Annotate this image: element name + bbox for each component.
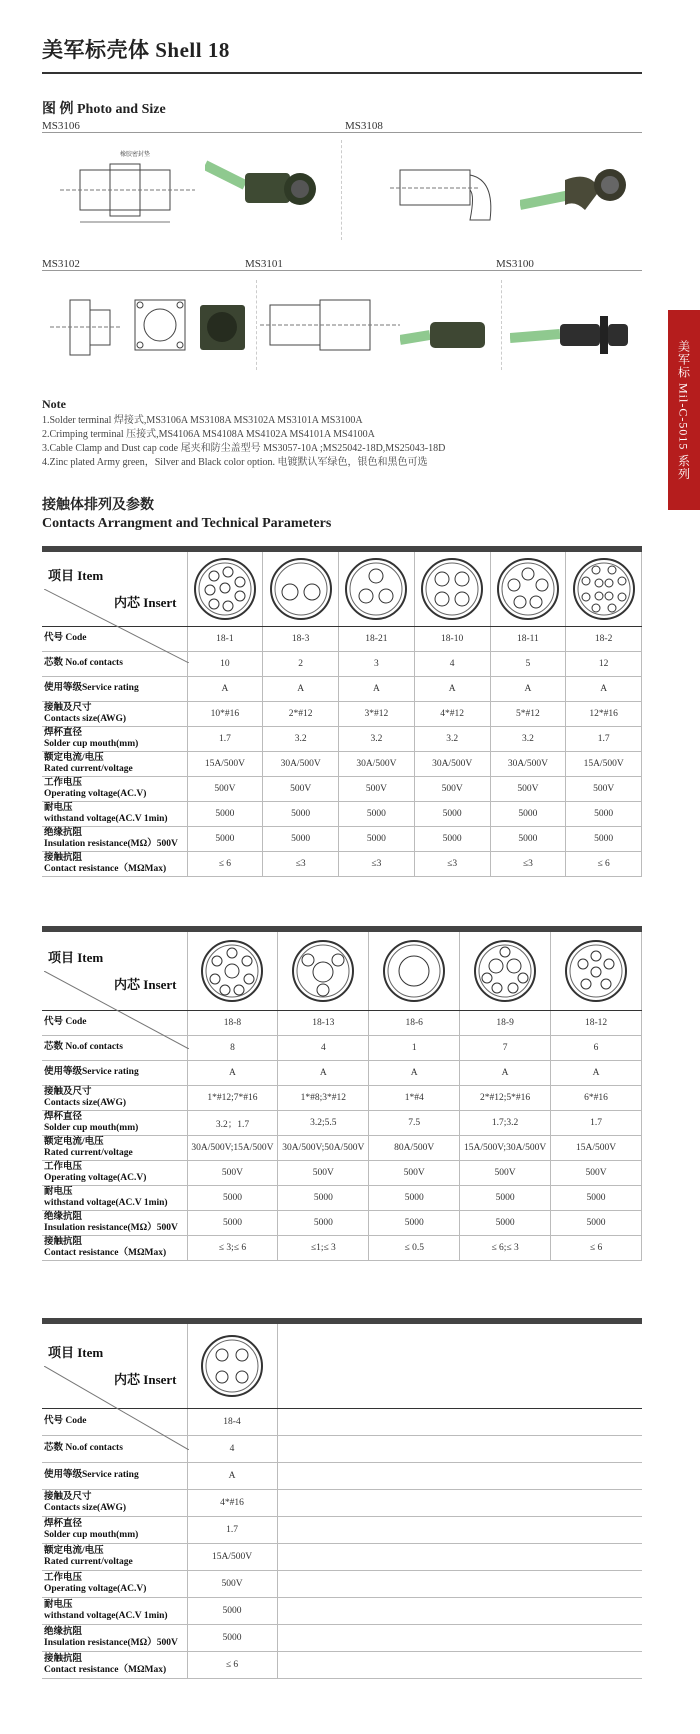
page-title: 美军标壳体 Shell 18 xyxy=(42,38,230,62)
insert-diagram-18-3 xyxy=(263,552,339,626)
table-cell: 30A/500V xyxy=(414,751,490,776)
row-label-size: 接触及尺寸 Contacts size(AWG) xyxy=(42,1489,187,1516)
table-cell: A xyxy=(369,1060,460,1085)
table-cell: 30A/500V xyxy=(490,751,566,776)
table-cell: 1.7 xyxy=(187,726,263,751)
ms3108-photo xyxy=(520,150,640,225)
table-cell: 500V xyxy=(490,776,566,801)
row-label-solder: 焊杯直径 Solder cup mouth(mm) xyxy=(42,726,187,751)
table-cell: 7 xyxy=(460,1035,551,1060)
table-cell: 5000 xyxy=(414,801,490,826)
row-label-code: 代号 Code xyxy=(42,626,187,651)
row-label-contact-res: 接触抗阻 Contact resistance（MΩMax) xyxy=(42,1651,187,1678)
table-cell: 4 xyxy=(414,651,490,676)
table-cell: 500V xyxy=(187,1160,278,1185)
insert-diagram-18-8 xyxy=(187,932,278,1010)
photo-row-divider-2 xyxy=(42,270,642,271)
row-label-contact-res: 接触抗阻 Contact resistance（MΩMax) xyxy=(42,1235,187,1260)
row-label-size: 接触及尺寸 Contacts size(AWG) xyxy=(42,701,187,726)
model-ms3100: MS3100 xyxy=(496,258,534,270)
row-label-service: 使用等级Service rating xyxy=(42,1462,187,1489)
table-cell: 3.2 xyxy=(339,726,415,751)
table-cell: ≤3 xyxy=(339,851,415,876)
row-label-operating: 工作电压 Operating voltage(AC.V) xyxy=(42,1160,187,1185)
row-label-withstand: 耐电压 withstand voltage(AC.V 1min) xyxy=(42,1185,187,1210)
ms3101-photo xyxy=(400,300,500,360)
table-cell: A xyxy=(339,676,415,701)
contacts-title-cn: 接触体排列及参数 xyxy=(42,498,154,513)
row-label-contacts: 芯数 No.of contacts xyxy=(42,1435,187,1462)
table-cell: 5000 xyxy=(551,1210,642,1235)
photo-divider-3 xyxy=(500,280,502,370)
table-cell: 5000 xyxy=(187,1597,277,1624)
gasket-label: 橡胶密封垫 xyxy=(120,152,151,158)
table-cell: 18-13 xyxy=(278,1010,369,1035)
table-cell: 5*#12 xyxy=(490,701,566,726)
table-cell: A xyxy=(490,676,566,701)
row-label-contacts: 芯数 No.of contacts xyxy=(42,1035,187,1060)
insert-diagram-18-21 xyxy=(339,552,415,626)
table-cell: 5000 xyxy=(187,801,263,826)
table-cell: 5000 xyxy=(278,1185,369,1210)
table-cell: A xyxy=(187,1060,278,1085)
note-title: Note xyxy=(42,397,66,411)
table-cell: A xyxy=(414,676,490,701)
table-cell: A xyxy=(551,1060,642,1085)
table-cell: ≤3 xyxy=(263,851,339,876)
contacts-table-3 xyxy=(42,1324,642,1679)
table-cell: 18-11 xyxy=(490,626,566,651)
table-cell: 3.2；1.7 xyxy=(187,1110,278,1135)
note-list xyxy=(42,414,602,470)
table-cell: 5000 xyxy=(566,801,642,826)
table-cell: ≤ 6;≤ 3 xyxy=(460,1235,551,1260)
header-insert: 内芯 Insert xyxy=(114,594,177,610)
model-ms3106: MS3106 xyxy=(42,120,80,132)
table-cell: 18-10 xyxy=(414,626,490,651)
note-line: 1.Solder terminal 焊接式,MS3106A MS3108A MS3102A MS3101A MS3100A xyxy=(42,415,363,426)
table-cell: 3 xyxy=(339,651,415,676)
table-cell: A xyxy=(460,1060,551,1085)
table-cell: 4*#12 xyxy=(414,701,490,726)
table-cell: 5000 xyxy=(187,826,263,851)
row-label-insulation: 绝缘抗阻 Insulation resistance(MΩ）500V xyxy=(42,1624,187,1651)
row-label-service: 使用等级Service rating xyxy=(42,676,187,701)
table-cell: 6*#16 xyxy=(551,1085,642,1110)
table-cell: 30A/500V;50A/500V xyxy=(278,1135,369,1160)
insert-diagram-18-2 xyxy=(566,552,642,626)
model-ms3102: MS3102 xyxy=(42,258,80,270)
table-cell: 500V xyxy=(187,1570,277,1597)
table-cell: 2*#12 xyxy=(263,701,339,726)
ms3102-drawing xyxy=(45,285,125,365)
table-cell: A xyxy=(187,676,263,701)
table-cell: 6 xyxy=(551,1035,642,1060)
model-ms3108: MS3108 xyxy=(345,120,383,132)
table-cell: 4*#16 xyxy=(187,1489,277,1516)
table-cell: ≤ 6 xyxy=(187,851,263,876)
table-header-diagonal xyxy=(42,932,187,1010)
table-cell: 12 xyxy=(566,651,642,676)
table-cell: 1 xyxy=(369,1035,460,1060)
table-cell: 500V xyxy=(278,1160,369,1185)
table-cell: 5000 xyxy=(278,1210,369,1235)
row-label-solder: 焊杯直径 Solder cup mouth(mm) xyxy=(42,1516,187,1543)
table-cell: 3.2 xyxy=(414,726,490,751)
table-cell: 12*#16 xyxy=(566,701,642,726)
row-label-withstand: 耐电压 withstand voltage(AC.V 1min) xyxy=(42,801,187,826)
contacts-title-en: Contacts Arrangment and Technical Parameters xyxy=(42,516,332,531)
table-cell: 5000 xyxy=(187,1210,278,1235)
row-label-insulation: 绝缘抗阻 Insulation resistance(MΩ）500V xyxy=(42,826,187,851)
row-label-withstand: 耐电压 withstand voltage(AC.V 1min) xyxy=(42,1597,187,1624)
title-divider xyxy=(42,72,642,74)
table-cell: 5000 xyxy=(551,1185,642,1210)
table-cell: 5000 xyxy=(566,826,642,851)
table-cell: ≤ 0.5 xyxy=(369,1235,460,1260)
table-cell: 5000 xyxy=(187,1185,278,1210)
ms3102-flange-drawing xyxy=(130,295,190,355)
table-cell: 5000 xyxy=(460,1185,551,1210)
table-cell: 18-21 xyxy=(339,626,415,651)
note-line: 3.Cable Clamp and Dust cap code 尾夹和防尘盖型号 MS3057-10A ;MS25042-18D,MS25043-18D xyxy=(42,443,446,454)
table-cell: 30A/500V;15A/500V xyxy=(187,1135,278,1160)
table-cell: 5000 xyxy=(369,1210,460,1235)
insert-diagram-18-11 xyxy=(490,552,566,626)
table-cell: ≤ 6 xyxy=(551,1235,642,1260)
table-cell: 10*#16 xyxy=(187,701,263,726)
table-header-diagonal xyxy=(42,552,187,626)
row-label-size: 接触及尺寸 Contacts size(AWG) xyxy=(42,1085,187,1110)
table-cell: 4 xyxy=(187,1435,277,1462)
series-side-tab: 美军标 Mil-C-5015 系列 xyxy=(668,310,700,510)
ms3102-photo xyxy=(195,300,250,355)
table-cell: 18-3 xyxy=(263,626,339,651)
row-label-service: 使用等级Service rating xyxy=(42,1060,187,1085)
insert-diagram-18-9 xyxy=(460,932,551,1010)
table-cell: 3.2 xyxy=(490,726,566,751)
photo-divider-2 xyxy=(255,280,257,370)
row-label-rated: 额定电流/电压 Rated current/voltage xyxy=(42,751,187,776)
table-cell: 5000 xyxy=(369,1185,460,1210)
table-cell: 1*#8;3*#12 xyxy=(278,1085,369,1110)
photo-divider xyxy=(340,140,342,240)
table-cell: 5000 xyxy=(187,1624,277,1651)
note-line: 2.Crimping terminal 压接式,MS4106A MS4108A MS4102A MS4101A MS4100A xyxy=(42,429,375,440)
table-cell: 500V xyxy=(263,776,339,801)
table-cell: 1.7 xyxy=(187,1516,277,1543)
ms3106-photo xyxy=(205,155,325,225)
table-cell: 5000 xyxy=(339,801,415,826)
insert-diagram-18-13 xyxy=(278,932,369,1010)
table-cell: A xyxy=(263,676,339,701)
table-cell: 10 xyxy=(187,651,263,676)
header-item: 项目 Item xyxy=(48,1344,104,1360)
table-cell: ≤ 6 xyxy=(566,851,642,876)
table-cell: 15A/500V xyxy=(187,1543,277,1570)
table-cell: 30A/500V xyxy=(339,751,415,776)
table-cell: 15A/500V xyxy=(187,751,263,776)
insert-diagram-18-4 xyxy=(187,1324,277,1408)
table-cell: 4 xyxy=(278,1035,369,1060)
table-cell: 5000 xyxy=(490,826,566,851)
table-cell: 500V xyxy=(566,776,642,801)
table-cell: 80A/500V xyxy=(369,1135,460,1160)
table-cell: 8 xyxy=(187,1035,278,1060)
table-cell: 30A/500V xyxy=(263,751,339,776)
table-cell: A xyxy=(278,1060,369,1085)
row-label-rated: 额定电流/电压 Rated current/voltage xyxy=(42,1543,187,1570)
contacts-table-2 xyxy=(42,932,642,1261)
row-label-rated: 额定电流/电压 Rated current/voltage xyxy=(42,1135,187,1160)
table-cell: ≤3 xyxy=(490,851,566,876)
table-cell: 5 xyxy=(490,651,566,676)
header-insert: 内芯 Insert xyxy=(114,976,177,992)
table-cell: 500V xyxy=(414,776,490,801)
insert-diagram-18-6 xyxy=(369,932,460,1010)
table-cell: 5000 xyxy=(339,826,415,851)
row-label-operating: 工作电压 Operating voltage(AC.V) xyxy=(42,776,187,801)
table-cell: 1.7 xyxy=(566,726,642,751)
table-cell: 1*#12;7*#16 xyxy=(187,1085,278,1110)
table-cell: ≤ 3;≤ 6 xyxy=(187,1235,278,1260)
table-cell: ≤1;≤ 3 xyxy=(278,1235,369,1260)
row-label-operating: 工作电压 Operating voltage(AC.V) xyxy=(42,1570,187,1597)
table-cell: 18-9 xyxy=(460,1010,551,1035)
table-cell: 3.2 xyxy=(263,726,339,751)
row-label-contacts: 芯数 No.of contacts xyxy=(42,651,187,676)
photo-row-divider xyxy=(42,132,642,133)
insert-diagram-18-1 xyxy=(187,552,263,626)
section-photo-size: 图 例 Photo and Size xyxy=(42,102,166,117)
table-cell: 500V xyxy=(369,1160,460,1185)
insert-diagram-18-12 xyxy=(551,932,642,1010)
table-cell: 18-6 xyxy=(369,1010,460,1035)
header-item: 项目 Item xyxy=(48,567,104,583)
table-cell: 7.5 xyxy=(369,1110,460,1135)
table-cell: 2 xyxy=(263,651,339,676)
table-cell: 18-1 xyxy=(187,626,263,651)
row-label-solder: 焊杯直径 Solder cup mouth(mm) xyxy=(42,1110,187,1135)
table-cell: 1.7 xyxy=(551,1110,642,1135)
table-cell: 3.2;5.5 xyxy=(278,1110,369,1135)
model-ms3101: MS3101 xyxy=(245,258,283,270)
row-label-contact-res: 接触抗阻 Contact resistance（MΩMax) xyxy=(42,851,187,876)
row-label-code: 代号 Code xyxy=(42,1010,187,1035)
table-cell: 500V xyxy=(551,1160,642,1185)
table-cell: 500V xyxy=(460,1160,551,1185)
ms3108-drawing xyxy=(380,140,520,240)
table-cell: ≤ 6 xyxy=(187,1651,277,1678)
table-cell: 1*#4 xyxy=(369,1085,460,1110)
contacts-table-1 xyxy=(42,552,642,877)
table-header-diagonal xyxy=(42,1324,187,1408)
table-cell: 18-4 xyxy=(187,1408,277,1435)
table-cell: 5000 xyxy=(460,1210,551,1235)
table-cell: 500V xyxy=(187,776,263,801)
note-line: 4.Zinc plated Army green，Silver and Black color option. 电镀默认军绿色，银色和黑色可选 xyxy=(42,457,428,468)
table-cell: ≤3 xyxy=(414,851,490,876)
table-cell: 15A/500V;30A/500V xyxy=(460,1135,551,1160)
ms3106-drawing xyxy=(50,140,205,230)
table-cell: A xyxy=(566,676,642,701)
table-cell: 18-2 xyxy=(566,626,642,651)
table-cell: 5000 xyxy=(490,801,566,826)
empty-cell xyxy=(277,1324,642,1408)
ms3101-drawing xyxy=(260,285,400,365)
table-cell: 5000 xyxy=(263,826,339,851)
table-cell: 5000 xyxy=(263,801,339,826)
table-cell: A xyxy=(187,1462,277,1489)
header-insert: 内芯 Insert xyxy=(114,1371,177,1387)
row-label-code: 代号 Code xyxy=(42,1408,187,1435)
table-cell: 18-8 xyxy=(187,1010,278,1035)
table-cell: 1.7;3.2 xyxy=(460,1110,551,1135)
table-cell: 5000 xyxy=(414,826,490,851)
row-label-insulation: 绝缘抗阻 Insulation resistance(MΩ）500V xyxy=(42,1210,187,1235)
table-cell: 18-12 xyxy=(551,1010,642,1035)
ms3100-photo xyxy=(510,300,640,360)
table-cell: 3*#12 xyxy=(339,701,415,726)
table-cell: 2*#12;5*#16 xyxy=(460,1085,551,1110)
table-cell: 15A/500V xyxy=(566,751,642,776)
header-item: 项目 Item xyxy=(48,949,104,965)
table-cell: 500V xyxy=(339,776,415,801)
table-cell: 15A/500V xyxy=(551,1135,642,1160)
insert-diagram-18-10 xyxy=(414,552,490,626)
